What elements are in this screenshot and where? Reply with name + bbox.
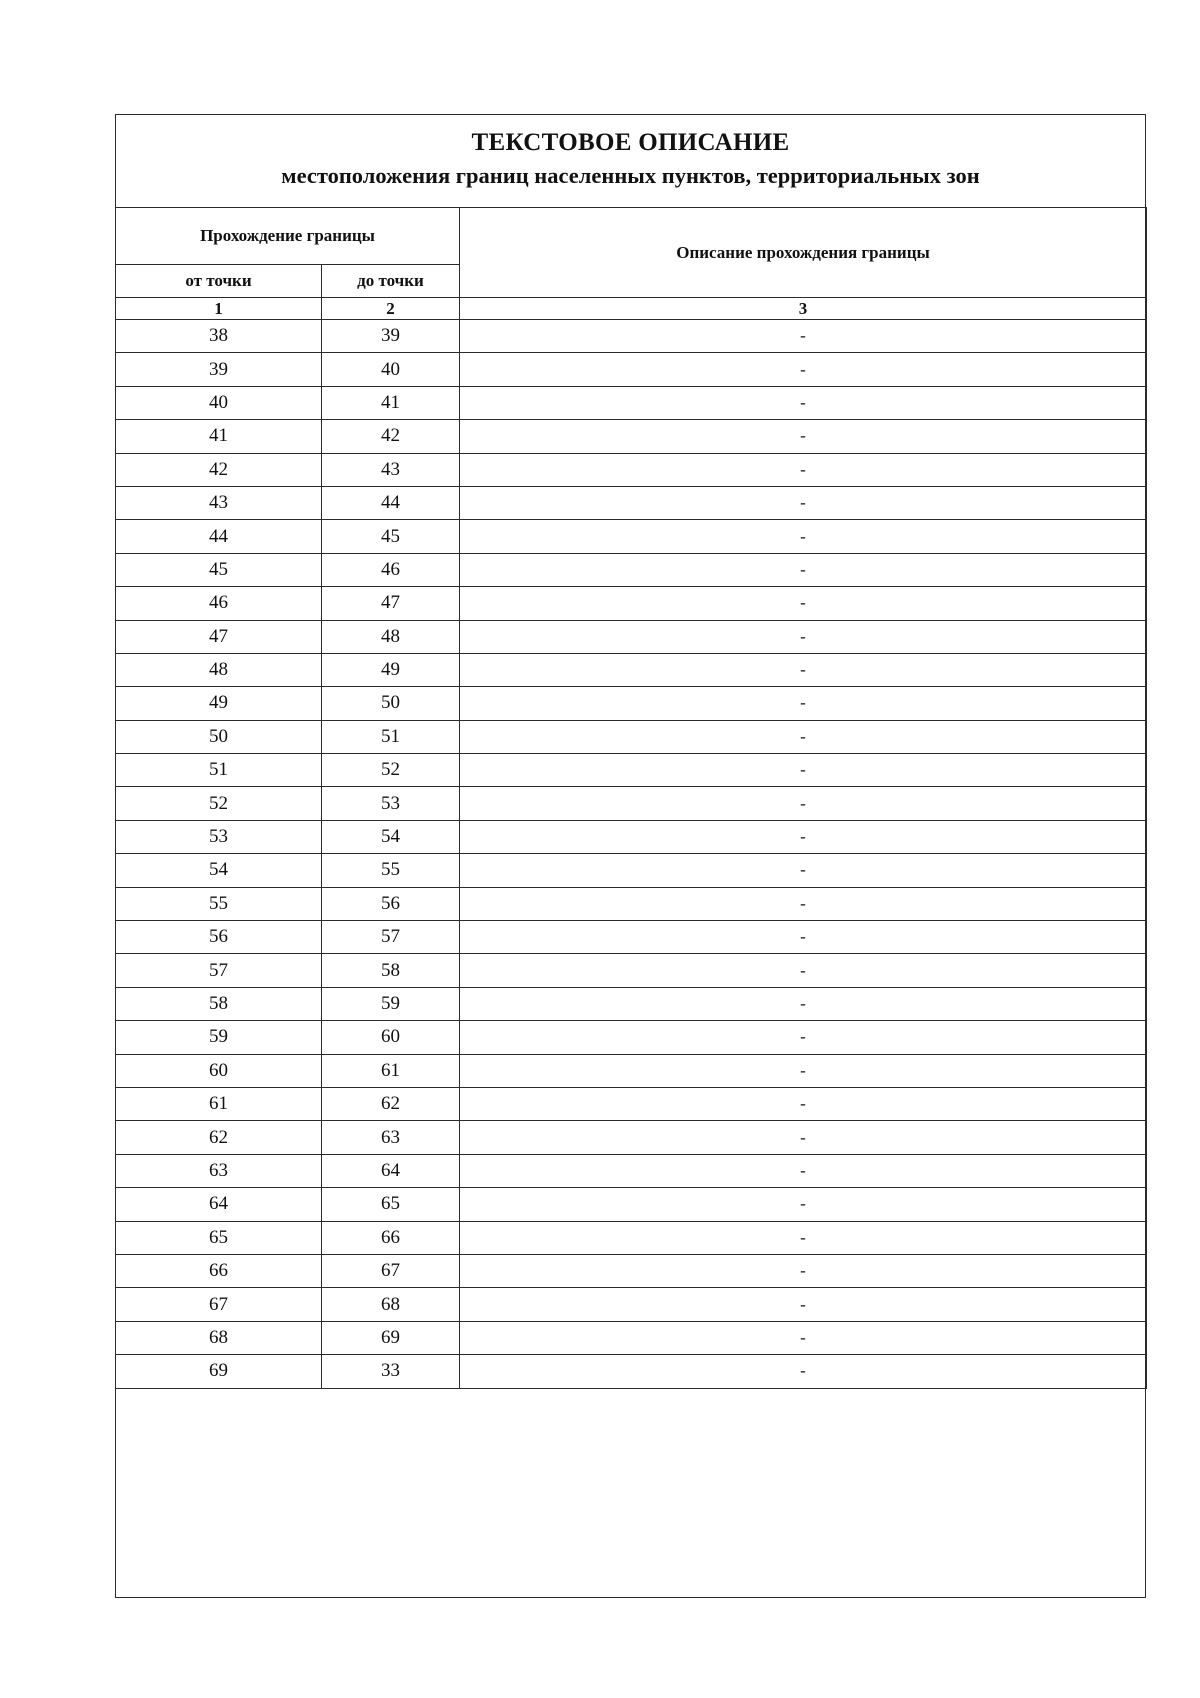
description-cell: - bbox=[460, 820, 1147, 853]
description-cell: - bbox=[460, 754, 1147, 787]
description-cell: - bbox=[460, 420, 1147, 453]
to-point-cell: 45 bbox=[322, 520, 460, 553]
document-title: ТЕКСТОВОЕ ОПИСАНИЕ bbox=[471, 129, 790, 156]
table-body bbox=[116, 320, 1147, 1389]
header-passage: Прохождение границы bbox=[116, 208, 460, 265]
description-cell: - bbox=[460, 1254, 1147, 1287]
table-row bbox=[116, 653, 1147, 686]
table-row bbox=[116, 587, 1147, 620]
from-point-cell: 54 bbox=[116, 854, 322, 887]
from-point-cell: 64 bbox=[116, 1188, 322, 1221]
header-column-number-2: 2 bbox=[322, 298, 460, 320]
description-cell: - bbox=[460, 553, 1147, 586]
from-point-cell: 56 bbox=[116, 921, 322, 954]
description-cell: - bbox=[460, 1221, 1147, 1254]
table-row bbox=[116, 1021, 1147, 1054]
table-row bbox=[116, 820, 1147, 853]
header-from-point: от точки bbox=[116, 265, 322, 298]
table-row bbox=[116, 453, 1147, 486]
description-cell: - bbox=[460, 320, 1147, 353]
description-cell: - bbox=[460, 1021, 1147, 1054]
to-point-cell: 68 bbox=[322, 1288, 460, 1321]
description-cell: - bbox=[460, 1355, 1147, 1388]
from-point-cell: 39 bbox=[116, 353, 322, 386]
table-row bbox=[116, 1355, 1147, 1388]
to-point-cell: 57 bbox=[322, 921, 460, 954]
table-row bbox=[116, 1054, 1147, 1087]
to-point-cell: 54 bbox=[322, 820, 460, 853]
description-cell: - bbox=[460, 353, 1147, 386]
table-row bbox=[116, 1288, 1147, 1321]
to-point-cell: 43 bbox=[322, 453, 460, 486]
table-row bbox=[116, 720, 1147, 753]
description-cell: - bbox=[460, 520, 1147, 553]
description-cell: - bbox=[460, 486, 1147, 519]
to-point-cell: 46 bbox=[322, 553, 460, 586]
description-cell: - bbox=[460, 653, 1147, 686]
table-row bbox=[116, 921, 1147, 954]
table-row bbox=[116, 787, 1147, 820]
from-point-cell: 55 bbox=[116, 887, 322, 920]
to-point-cell: 66 bbox=[322, 1221, 460, 1254]
from-point-cell: 58 bbox=[116, 987, 322, 1020]
table-row bbox=[116, 1254, 1147, 1287]
from-point-cell: 62 bbox=[116, 1121, 322, 1154]
from-point-cell: 50 bbox=[116, 720, 322, 753]
from-point-cell: 67 bbox=[116, 1288, 322, 1321]
from-point-cell: 65 bbox=[116, 1221, 322, 1254]
from-point-cell: 66 bbox=[116, 1254, 322, 1287]
from-point-cell: 52 bbox=[116, 787, 322, 820]
to-point-cell: 60 bbox=[322, 1021, 460, 1054]
to-point-cell: 52 bbox=[322, 754, 460, 787]
table-row bbox=[116, 887, 1147, 920]
description-cell: - bbox=[460, 954, 1147, 987]
to-point-cell: 50 bbox=[322, 687, 460, 720]
header-to-point: до точки bbox=[322, 265, 460, 298]
header-column-number-1: 1 bbox=[116, 298, 322, 320]
from-point-cell: 38 bbox=[116, 320, 322, 353]
to-point-cell: 44 bbox=[322, 486, 460, 519]
table-row bbox=[116, 620, 1147, 653]
description-cell: - bbox=[460, 1121, 1147, 1154]
table-row bbox=[116, 954, 1147, 987]
document-frame bbox=[115, 114, 1146, 1598]
from-point-cell: 41 bbox=[116, 420, 322, 453]
description-cell: - bbox=[460, 1154, 1147, 1187]
to-point-cell: 53 bbox=[322, 787, 460, 820]
from-point-cell: 40 bbox=[116, 386, 322, 419]
description-cell: - bbox=[460, 587, 1147, 620]
table-row bbox=[116, 1121, 1147, 1154]
description-cell: - bbox=[460, 787, 1147, 820]
to-point-cell: 56 bbox=[322, 887, 460, 920]
from-point-cell: 57 bbox=[116, 954, 322, 987]
table-row bbox=[116, 353, 1147, 386]
from-point-cell: 51 bbox=[116, 754, 322, 787]
from-point-cell: 48 bbox=[116, 653, 322, 686]
description-cell: - bbox=[460, 1188, 1147, 1221]
from-point-cell: 60 bbox=[116, 1054, 322, 1087]
description-cell: - bbox=[460, 1054, 1147, 1087]
to-point-cell: 40 bbox=[322, 353, 460, 386]
description-cell: - bbox=[460, 1288, 1147, 1321]
header-column-number-3: 3 bbox=[460, 298, 1147, 320]
to-point-cell: 58 bbox=[322, 954, 460, 987]
description-cell: - bbox=[460, 720, 1147, 753]
table-row bbox=[116, 1221, 1147, 1254]
to-point-cell: 67 bbox=[322, 1254, 460, 1287]
to-point-cell: 49 bbox=[322, 653, 460, 686]
from-point-cell: 43 bbox=[116, 486, 322, 519]
description-cell: - bbox=[460, 620, 1147, 653]
to-point-cell: 48 bbox=[322, 620, 460, 653]
table-row bbox=[116, 687, 1147, 720]
description-cell: - bbox=[460, 921, 1147, 954]
description-cell: - bbox=[460, 987, 1147, 1020]
to-point-cell: 64 bbox=[322, 1154, 460, 1187]
to-point-cell: 47 bbox=[322, 587, 460, 620]
from-point-cell: 63 bbox=[116, 1154, 322, 1187]
to-point-cell: 61 bbox=[322, 1054, 460, 1087]
table-row bbox=[116, 386, 1147, 419]
from-point-cell: 42 bbox=[116, 453, 322, 486]
to-point-cell: 39 bbox=[322, 320, 460, 353]
boundary-table bbox=[115, 207, 1147, 1389]
from-point-cell: 45 bbox=[116, 553, 322, 586]
description-cell: - bbox=[460, 1087, 1147, 1120]
to-point-cell: 59 bbox=[322, 987, 460, 1020]
table-row bbox=[116, 320, 1147, 353]
table-row bbox=[116, 1188, 1147, 1221]
table-row bbox=[116, 420, 1147, 453]
table-row bbox=[116, 987, 1147, 1020]
from-point-cell: 49 bbox=[116, 687, 322, 720]
table-row bbox=[116, 754, 1147, 787]
to-point-cell: 69 bbox=[322, 1321, 460, 1354]
from-point-cell: 46 bbox=[116, 587, 322, 620]
to-point-cell: 42 bbox=[322, 420, 460, 453]
header-description: Описание прохождения границы bbox=[460, 208, 1147, 298]
from-point-cell: 61 bbox=[116, 1087, 322, 1120]
to-point-cell: 51 bbox=[322, 720, 460, 753]
table-row bbox=[116, 553, 1147, 586]
description-cell: - bbox=[460, 887, 1147, 920]
from-point-cell: 59 bbox=[116, 1021, 322, 1054]
from-point-cell: 68 bbox=[116, 1321, 322, 1354]
to-point-cell: 55 bbox=[322, 854, 460, 887]
description-cell: - bbox=[460, 453, 1147, 486]
table-row bbox=[116, 1087, 1147, 1120]
description-cell: - bbox=[460, 687, 1147, 720]
description-cell: - bbox=[460, 1321, 1147, 1354]
to-point-cell: 65 bbox=[322, 1188, 460, 1221]
to-point-cell: 33 bbox=[322, 1355, 460, 1388]
from-point-cell: 69 bbox=[116, 1355, 322, 1388]
description-cell: - bbox=[460, 854, 1147, 887]
from-point-cell: 44 bbox=[116, 520, 322, 553]
to-point-cell: 41 bbox=[322, 386, 460, 419]
title-block bbox=[116, 115, 1145, 208]
from-point-cell: 53 bbox=[116, 820, 322, 853]
description-cell: - bbox=[460, 386, 1147, 419]
from-point-cell: 47 bbox=[116, 620, 322, 653]
table-row bbox=[116, 1154, 1147, 1187]
to-point-cell: 63 bbox=[322, 1121, 460, 1154]
table-row bbox=[116, 1321, 1147, 1354]
to-point-cell: 62 bbox=[322, 1087, 460, 1120]
table-row bbox=[116, 486, 1147, 519]
table-row bbox=[116, 520, 1147, 553]
table-row bbox=[116, 854, 1147, 887]
document-subtitle: местоположения границ населенных пунктов, территориальных зон bbox=[281, 163, 980, 188]
